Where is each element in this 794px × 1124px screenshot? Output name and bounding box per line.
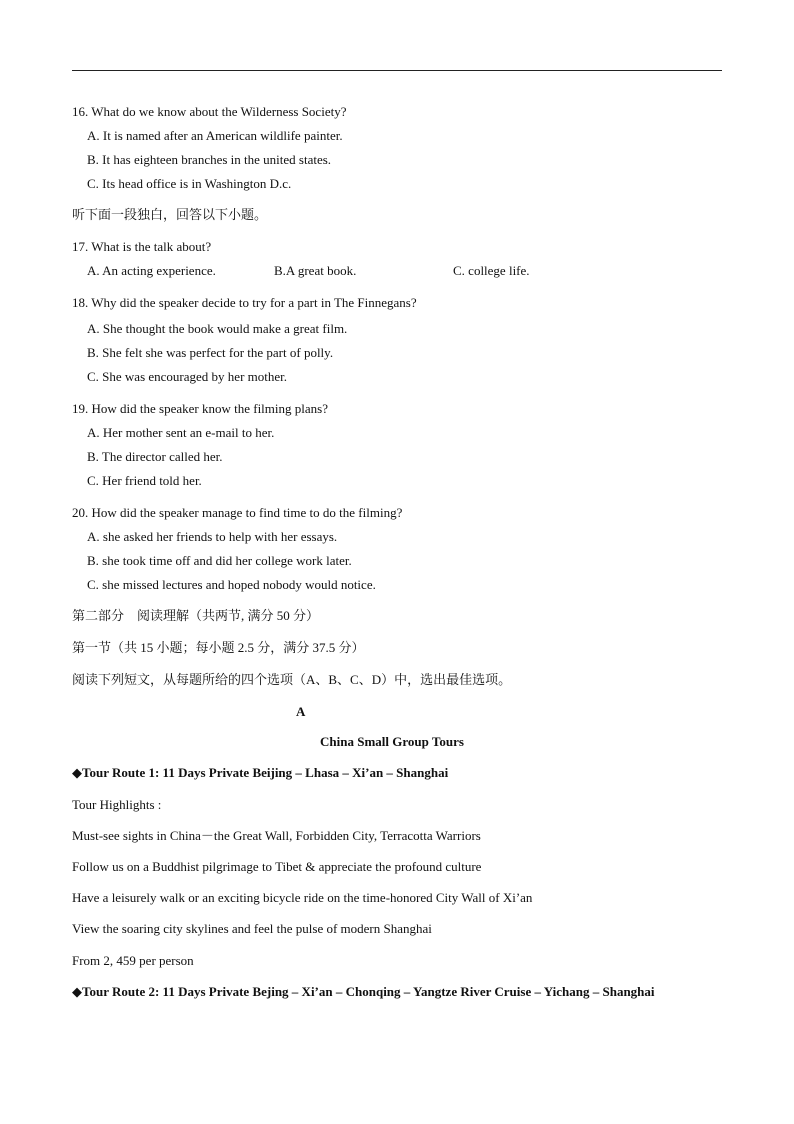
passage-letter: A bbox=[296, 704, 306, 719]
highlight-item: Have a leisurely walk or an exciting bicycle ride on the time-honored City Wall of Xi’an bbox=[72, 890, 533, 905]
highlight-item: Follow us on a Buddhist pilgrimage to Tibet & appreciate the profound culture bbox=[72, 859, 482, 874]
part2-section1: 第一节（共 15 小题；每小题 2.5 分，满分 37.5 分） bbox=[72, 640, 365, 655]
monologue-instruction: 听下面一段独白，回答以下小题。 bbox=[72, 207, 268, 222]
route2-heading: ◆Tour Route 2: 11 Days Private Bejing – Xi’an – Chonqing – Yangtze River Cruise – Yichang – Shanghai bbox=[72, 984, 655, 999]
question-20-stem: 20. How did the speaker manage to find time to do the filming? bbox=[72, 505, 403, 520]
highlight-item: View the soaring city skylines and feel the pulse of modern Shanghai bbox=[72, 921, 432, 936]
question-17-option-c: C. college life. bbox=[453, 263, 530, 278]
question-19-option-c: C. Her friend told her. bbox=[87, 473, 202, 488]
part2-title: 第二部分 阅读理解（共两节, 满分 50 分） bbox=[72, 608, 320, 623]
question-19-stem: 19. How did the speaker know the filming plans? bbox=[72, 401, 328, 416]
question-18-stem: 18. Why did the speaker decide to try for a part in The Finnegans? bbox=[72, 295, 417, 310]
question-17-option-b: B.A great book. bbox=[274, 263, 357, 278]
question-19-option-a: A. Her mother sent an e-mail to her. bbox=[87, 425, 275, 440]
header-rule bbox=[72, 70, 722, 71]
question-20-option-b: B. she took time off and did her college work later. bbox=[87, 553, 352, 568]
highlights-label: Tour Highlights : bbox=[72, 797, 162, 812]
question-19-option-b: B. The director called her. bbox=[87, 449, 223, 464]
question-16-option-a: A. It is named after an American wildlife painter. bbox=[87, 128, 343, 143]
question-18-option-c: C. She was encouraged by her mother. bbox=[87, 369, 288, 384]
part2-instruction: 阅读下列短文，从每题所给的四个选项（A、B、C、D）中，选出最佳选项。 bbox=[72, 672, 512, 687]
question-16-option-c: C. Its head office is in Washington D.c. bbox=[87, 176, 292, 191]
price-text: From 2, 459 per person bbox=[72, 953, 194, 968]
question-18-option-b: B. She felt she was perfect for the part of polly. bbox=[87, 345, 334, 360]
question-16-stem: 16. What do we know about the Wilderness Society? bbox=[72, 104, 347, 119]
question-20-option-a: A. she asked her friends to help with her essays. bbox=[87, 529, 338, 544]
question-16-option-b: B. It has eighteen branches in the united states. bbox=[87, 152, 332, 167]
route1-heading: ◆Tour Route 1: 11 Days Private Beijing – Lhasa – Xi’an – Shanghai bbox=[72, 765, 449, 780]
highlight-item: Must-see sights in China－the Great Wall, Forbidden City, Terracotta Warriors bbox=[72, 828, 481, 843]
passage-title: China Small Group Tours bbox=[320, 734, 464, 749]
question-18-option-a: A. She thought the book would make a great film. bbox=[87, 321, 348, 336]
question-17-stem: 17. What is the talk about? bbox=[72, 239, 212, 254]
question-20-option-c: C. she missed lectures and hoped nobody would notice. bbox=[87, 577, 376, 592]
question-17-option-a: A. An acting experience. bbox=[87, 263, 216, 278]
